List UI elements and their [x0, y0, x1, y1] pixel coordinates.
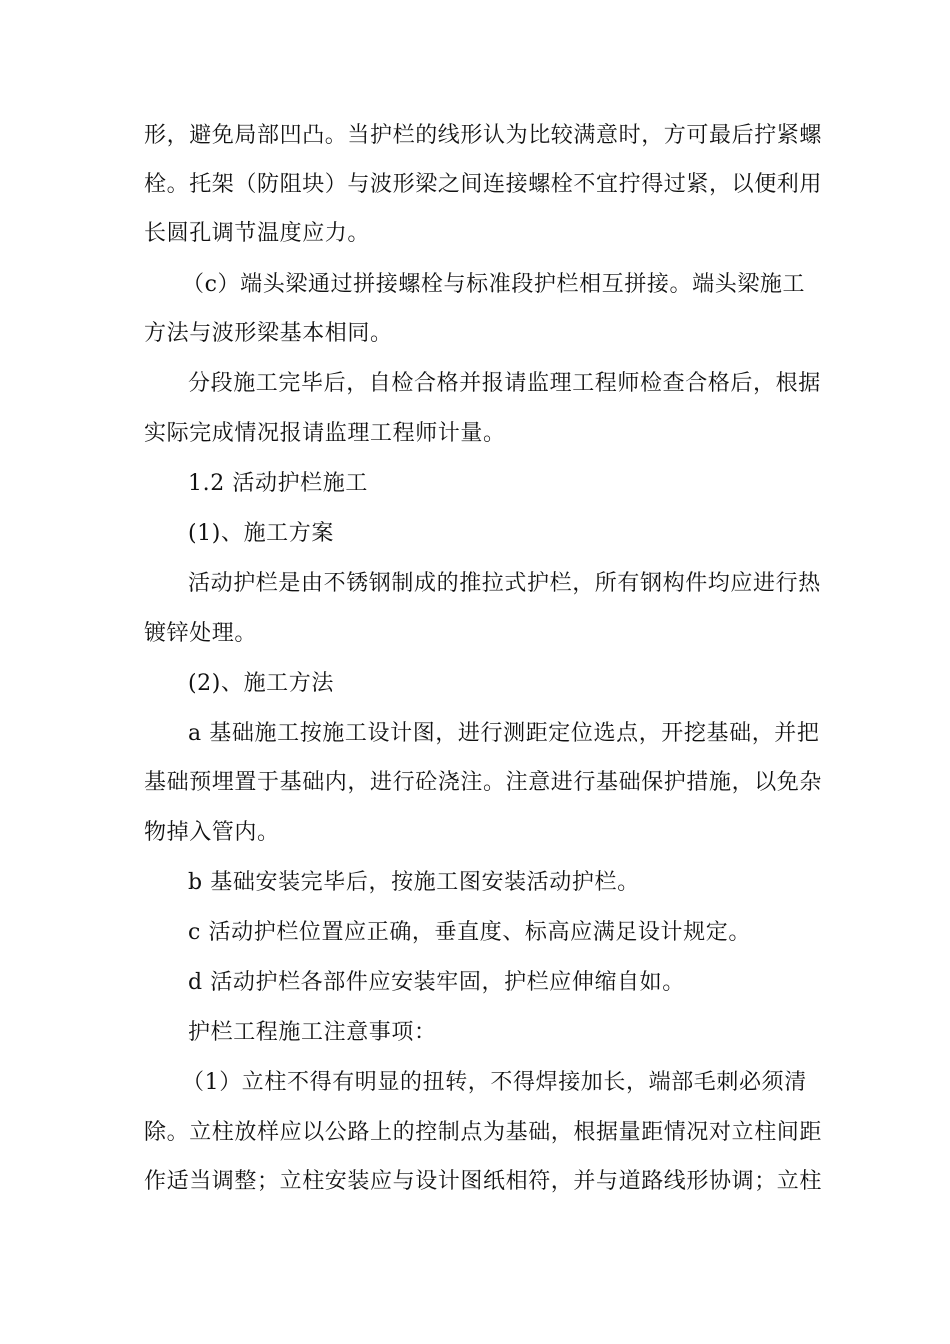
text-line: 镀锌处理。	[144, 621, 258, 646]
text-line: 分段施工完毕后，自检合格并报请监理工程师检查合格后，根据	[188, 371, 821, 396]
text-line: （1）立柱不得有明显的扭转，不得焊接加长，端部毛刺必须清	[182, 1070, 807, 1095]
text-line: 作适当调整；立柱安装应与设计图纸相符，并与道路线形协调；立柱	[144, 1169, 823, 1194]
text-line: 方法与波形梁基本相同。	[144, 321, 393, 346]
text-line: 活动护栏是由不锈钢制成的推拉式护栏，所有钢构件均应进行热	[188, 571, 821, 596]
text-line: （c）端头梁通过拼接螺栓与标准段护栏相互拼接。端头梁施工	[182, 272, 806, 297]
text-line: 除。立柱放样应以公路上的控制点为基础，根据量距情况对立柱间距	[144, 1120, 823, 1145]
text-line: 形，避免局部凹凸。当护栏的线形认为比较满意时，方可最后拧紧螺	[144, 123, 823, 148]
text-line: 长圆孔调节温度应力。	[144, 221, 371, 246]
text-line: 护栏工程施工注意事项：	[188, 1020, 437, 1045]
text-line: 实际完成情况报请监理工程师计量。	[144, 421, 506, 446]
section-heading: 1.2 活动护栏施工	[188, 471, 368, 496]
text-line: 基础预埋置于基础内，进行砼浇注。注意进行基础保护措施，以免杂	[144, 770, 823, 795]
text-line: b 基础安装完毕后，按施工图安装活动护栏。	[188, 870, 640, 895]
subsection-heading: (2)、施工方法	[188, 671, 334, 696]
text-line: a 基础施工按施工设计图，进行测距定位选点，开挖基础，并把	[188, 721, 820, 746]
subsection-heading: (1)、施工方案	[188, 521, 334, 546]
text-line: 物掉入管内。	[144, 820, 280, 845]
text-line: d 活动护栏各部件应安装牢固，护栏应伸缩自如。	[188, 970, 685, 995]
text-line: c 活动护栏位置应正确，垂直度、标高应满足设计规定。	[188, 920, 751, 945]
text-line: 栓。托架（防阻块）与波形梁之间连接螺栓不宜拧得过紧，以便利用	[144, 172, 823, 197]
